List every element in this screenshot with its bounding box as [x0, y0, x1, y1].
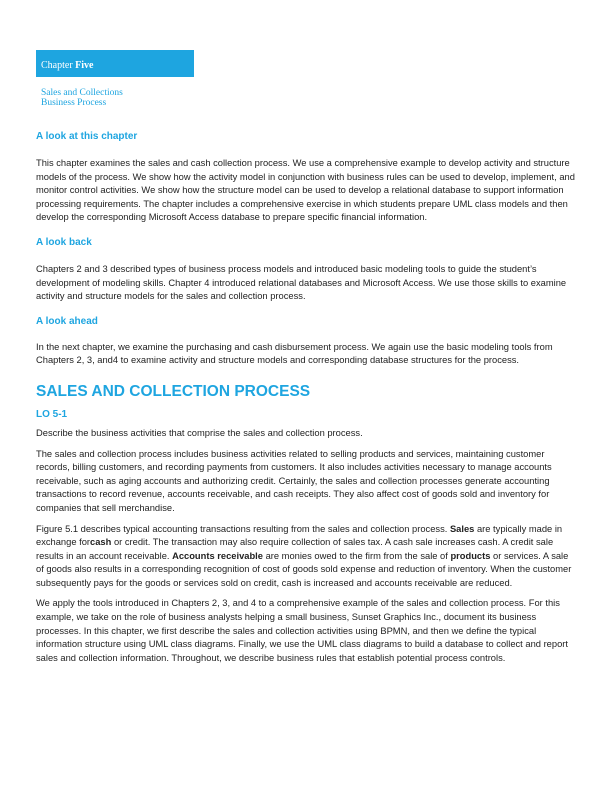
- look-back-paragraph: Chapters 2 and 3 described types of business process models and introduced basic modeling tools to guide the student’s development of modeling skills. Chapter 4 introduced relational databases and Microsoft Access. We use those skills to examine activity and structure models for the sales and collection process.: [36, 263, 567, 302]
- term-accounts-receivable: Accounts receivable: [172, 550, 263, 561]
- look-back-heading: A look back: [36, 236, 92, 248]
- look-ahead-paragraph: In the next chapter, we examine the purchasing and cash disbursement process. We again use the basic modeling tools from Chapters 2, 3, and4 to examine activity and structure models and corresponding database structures for the process.: [36, 341, 553, 366]
- learning-objective-label: LO 5-1: [36, 408, 68, 420]
- body-paragraph-2: Figure 5.1 describes typical accounting transactions resulting from the sales and collection process. Sales are typically made in exchange forcash or credit. The transaction may also require collection of sales tax. A cash sale increases cash. A credit sale results in an account receivable. Accounts receivable are monies owed to the firm from the sale of products or services. A sale of goods also results in a corresponding recognition of cost of goods sold expense and reduction of inventory. When the customer subsequently pays for the goods or services sold on credit, cash is increased and accounts receivable are reduced.: [36, 523, 572, 588]
- term-cash: cash: [90, 537, 112, 548]
- term-sales: Sales: [449, 523, 475, 534]
- look-ahead-heading: A look ahead: [36, 315, 98, 327]
- chapter-content: [36, 131, 578, 665]
- look-at-paragraph: This chapter examines the sales and cash collection process. We use a comprehensive example to develop activity and structure models of the process. We show how the activity model in conjunction with business rules can be used to develop, implement, and monitor control activities. We show how the structure model can be used to develop a relational database to support information processing requirements. The chapter includes a comprehensive exercise in which students prepare UML class models and then develop the corresponding Microsoft Access database to prepare specific financial information.: [36, 158, 575, 223]
- subtitle-line-1: Sales and Collections: [41, 88, 123, 98]
- chapter-subtitle: [41, 88, 123, 108]
- body-paragraph-3: We apply the tools introduced in Chapters 2, 3, and 4 to a comprehensive example of the sales and collection process. For this example, we take on the role of business analysts helping a small business, Sunset Graphics Inc., document its business processes. In this chapter, we first describe the sales and collection activities using BPMN, and then we define the typical information structure using UML class diagrams. Finally, we use the UML class diagrams to build a database to collect and report sales and collection information. Throughout, we describe business rules that establish potential process controls.: [36, 598, 568, 663]
- body-paragraph-1: The sales and collection process includes business activities related to selling products and services, maintaining customer records, billing customers, and recording payments from customers. It also includes activities necessary to manage accounts receivable, such as aging accounts and authorizing credit. Certainly, the sales and collection processes generate accounting transactions to record revenue, accounts receivable, and cash receipts. They also affect cost of goods sold and inventory for companies that sell merchandise.: [36, 448, 552, 513]
- look-at-heading: A look at this chapter: [36, 131, 138, 142]
- chapter-prefix: Chapter: [41, 60, 76, 71]
- learning-objective-text: Describe the business activities that comprise the sales and collection process.: [36, 427, 363, 438]
- subtitle-line-2: Business Process: [41, 98, 107, 108]
- chapter-banner: [36, 50, 194, 77]
- chapter-number: Five: [75, 60, 94, 71]
- section-title: SALES AND COLLECTION PROCESS: [36, 382, 311, 400]
- term-products: products: [450, 550, 491, 561]
